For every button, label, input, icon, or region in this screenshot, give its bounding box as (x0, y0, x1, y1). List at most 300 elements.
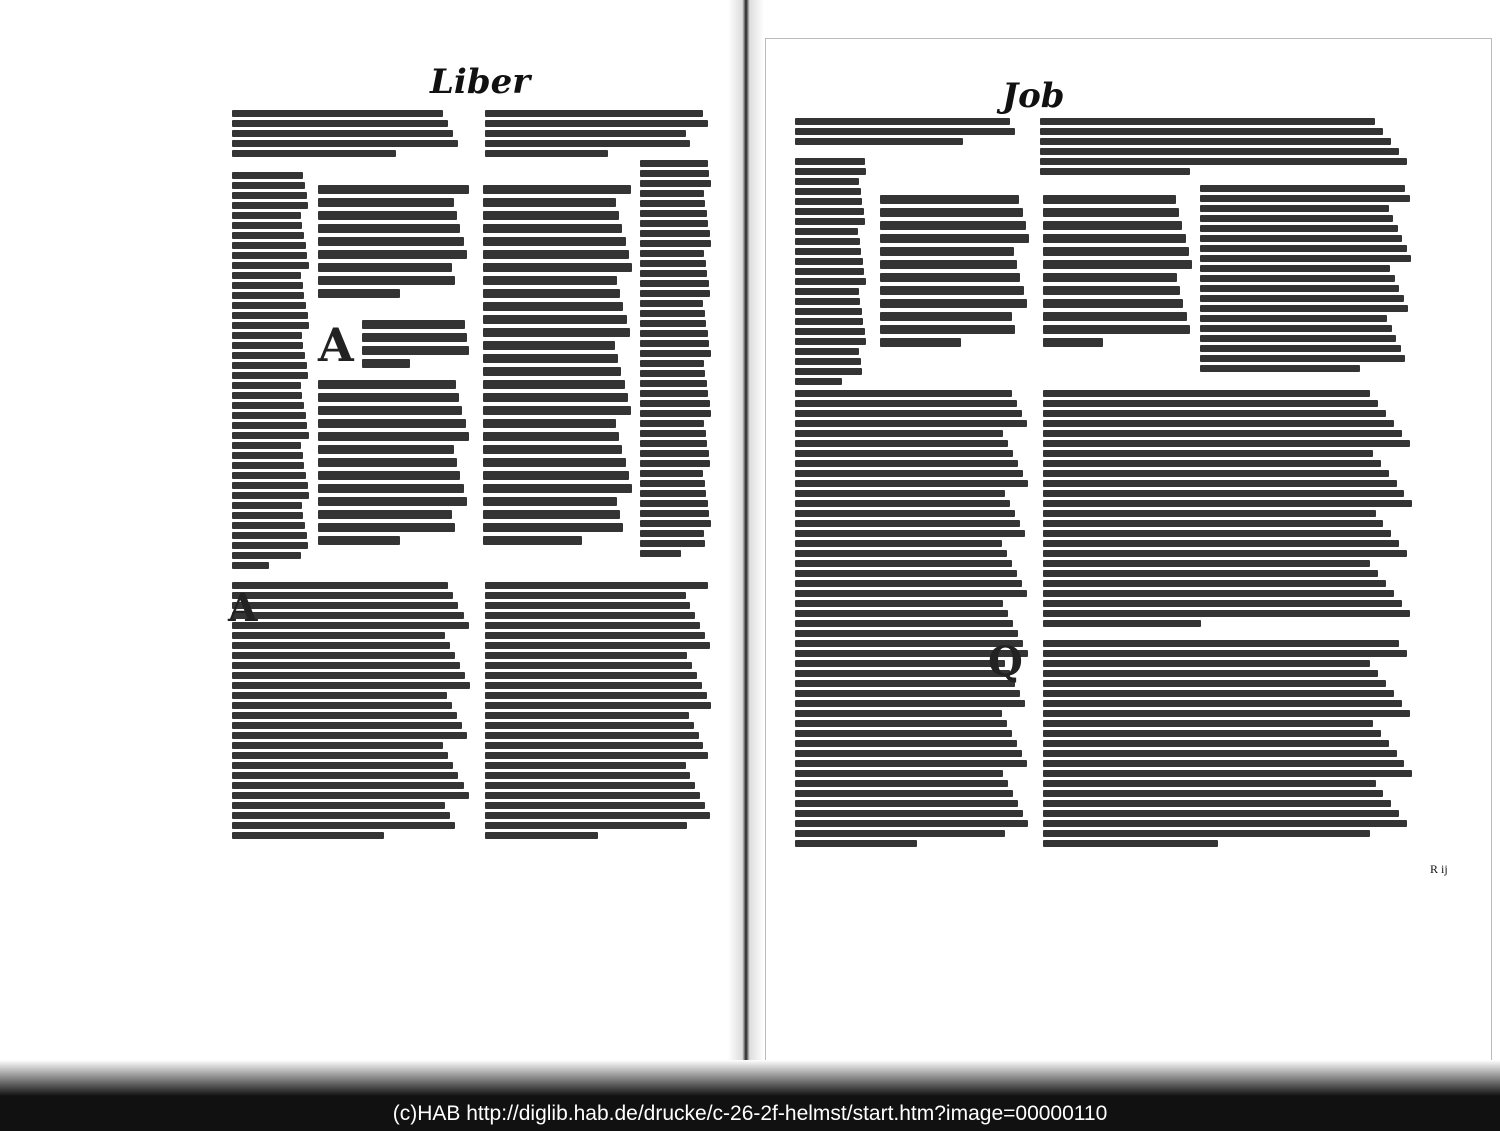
text-line (232, 412, 306, 419)
text-line (1043, 660, 1370, 667)
text-line (1043, 590, 1394, 597)
text-line (640, 370, 705, 377)
text-line (795, 268, 864, 275)
text-line (795, 800, 1018, 807)
text-line (232, 602, 458, 609)
drop-cap-right: Q (988, 638, 1023, 685)
text-line (640, 460, 710, 467)
text-line (483, 263, 632, 272)
text-line (640, 200, 705, 207)
text-line (1200, 195, 1410, 202)
text-line (1043, 325, 1190, 334)
text-line (640, 380, 707, 387)
text-line (232, 612, 464, 619)
text-line (232, 402, 304, 409)
text-line (485, 632, 705, 639)
text-line (640, 190, 704, 197)
text-line (318, 263, 452, 272)
text-line (640, 250, 704, 257)
text-line (232, 322, 309, 329)
text-line (795, 298, 860, 305)
text-line (318, 497, 467, 506)
text-line (795, 780, 1008, 787)
drop-cap-left-2: A (228, 585, 258, 630)
text-line (483, 471, 629, 480)
text-line (795, 318, 863, 325)
text-line (1043, 410, 1386, 417)
text-line (232, 752, 448, 759)
text-line (485, 732, 699, 739)
text-line (880, 260, 1017, 269)
text-line (232, 532, 307, 539)
text-line (640, 310, 705, 317)
text-line (483, 315, 627, 324)
text-line (1043, 299, 1183, 308)
text-line (232, 392, 302, 399)
text-line (485, 662, 692, 669)
text-line (795, 500, 1010, 507)
text-line (1200, 245, 1407, 252)
text-line (880, 273, 1020, 282)
text-line (485, 652, 687, 659)
text-line (232, 542, 308, 549)
text-line (795, 540, 1002, 547)
text-line (1043, 430, 1402, 437)
text-line (318, 523, 455, 532)
text-line (232, 232, 304, 239)
text-line (485, 752, 708, 759)
text-line (318, 198, 454, 207)
text-line (318, 380, 456, 389)
text-line (1043, 221, 1182, 230)
text-line (1200, 355, 1405, 362)
right-bible-col-2 (1043, 195, 1193, 351)
text-line (795, 208, 864, 215)
text-line (232, 712, 457, 719)
text-line (1043, 440, 1410, 447)
text-line (232, 150, 396, 157)
text-line (318, 432, 469, 441)
text-line (795, 490, 1005, 497)
text-line (483, 328, 630, 337)
text-line (232, 522, 305, 529)
text-line (640, 160, 708, 167)
text-line (795, 580, 1022, 587)
text-line (1043, 640, 1399, 647)
text-line (483, 445, 622, 454)
text-line (232, 382, 301, 389)
text-line (483, 523, 623, 532)
text-line (640, 300, 703, 307)
text-line (232, 592, 453, 599)
text-line (485, 682, 702, 689)
text-line (232, 672, 465, 679)
text-line (795, 238, 860, 245)
left-bible-col-1a (318, 185, 470, 302)
text-line (232, 742, 443, 749)
text-line (1043, 730, 1381, 737)
text-line (483, 432, 619, 441)
text-line (232, 822, 455, 829)
text-line (232, 812, 450, 819)
text-line (485, 692, 707, 699)
text-line (318, 458, 457, 467)
text-line (795, 810, 1023, 817)
text-line (795, 660, 1005, 667)
text-line (485, 792, 700, 799)
text-line (232, 722, 462, 729)
text-line (485, 110, 703, 117)
text-line (318, 224, 460, 233)
text-line (318, 237, 464, 246)
text-line (795, 770, 1003, 777)
text-line (1040, 148, 1399, 155)
text-line (1043, 840, 1218, 847)
text-line (795, 560, 1012, 567)
text-line (1043, 620, 1201, 627)
text-line (362, 320, 465, 329)
image-source-footer: (c)HAB http://diglib.hab.de/drucke/c-26-2f-helmst/start.htm?image=00000110 (0, 1096, 1500, 1131)
text-line (1200, 255, 1411, 262)
text-line (232, 552, 301, 559)
text-line (1200, 265, 1390, 272)
text-line (795, 258, 863, 265)
text-line (1043, 780, 1376, 787)
text-line (795, 400, 1017, 407)
text-line (640, 230, 710, 237)
text-line (1043, 770, 1412, 777)
text-line (318, 211, 457, 220)
text-line (232, 512, 303, 519)
text-line (1043, 500, 1412, 507)
text-line (232, 462, 304, 469)
text-line (485, 762, 686, 769)
text-line (640, 170, 709, 177)
text-line (1200, 285, 1399, 292)
text-line (1043, 680, 1386, 687)
text-line (318, 484, 464, 493)
signature-mark: R ij (1430, 862, 1448, 876)
text-line (1043, 420, 1394, 427)
text-line (1043, 260, 1192, 269)
text-line (483, 276, 617, 285)
text-line (795, 460, 1018, 467)
text-line (795, 840, 917, 847)
text-line (485, 602, 690, 609)
text-line (485, 672, 697, 679)
text-line (232, 342, 303, 349)
text-line (318, 419, 466, 428)
text-line (795, 510, 1015, 517)
text-line (232, 482, 308, 489)
text-line (232, 642, 450, 649)
text-line (1040, 118, 1375, 125)
text-line (640, 480, 705, 487)
text-line (232, 562, 269, 569)
text-line (640, 180, 711, 187)
text-line (640, 330, 708, 337)
text-line (1043, 510, 1376, 517)
text-line (640, 530, 704, 537)
text-line (232, 432, 309, 439)
text-line (795, 158, 865, 165)
text-line (1200, 295, 1404, 302)
text-line (795, 710, 1002, 717)
text-line (232, 272, 301, 279)
text-line (318, 250, 467, 259)
text-line (1040, 138, 1391, 145)
text-line (880, 325, 1015, 334)
text-line (1043, 208, 1179, 217)
text-line (232, 302, 306, 309)
text-line (795, 118, 1010, 125)
text-line (483, 198, 616, 207)
text-line (232, 282, 303, 289)
text-line (1043, 820, 1407, 827)
text-line (485, 832, 598, 839)
text-line (318, 185, 469, 194)
text-line (483, 484, 632, 493)
text-line (1043, 400, 1378, 407)
text-line (232, 502, 302, 509)
text-line (232, 182, 305, 189)
text-line (640, 490, 706, 497)
text-line (1043, 338, 1103, 347)
text-line (640, 440, 707, 447)
text-line (795, 368, 862, 375)
left-bible-col-2 (483, 185, 633, 549)
text-line (1043, 450, 1373, 457)
text-line (1200, 335, 1396, 342)
text-line (795, 790, 1013, 797)
text-line (795, 178, 859, 185)
text-line (485, 582, 708, 589)
right-commentary-col-2a (1043, 390, 1415, 630)
text-line (880, 338, 961, 347)
text-line (485, 592, 686, 599)
text-line (232, 120, 448, 127)
text-line (795, 420, 1027, 427)
text-line (232, 192, 307, 199)
text-line (1043, 530, 1391, 537)
text-line (640, 520, 711, 527)
text-line (795, 128, 1015, 135)
text-line (1043, 650, 1407, 657)
left-gloss-top-b (485, 110, 713, 160)
text-line (232, 702, 452, 709)
text-line (795, 830, 1005, 837)
text-line (483, 185, 631, 194)
text-line (318, 510, 452, 519)
text-line (485, 782, 695, 789)
text-line (1043, 550, 1407, 557)
left-gloss-top-a (232, 110, 472, 160)
text-line (318, 471, 460, 480)
text-line (1043, 540, 1399, 547)
text-line (1043, 460, 1381, 467)
text-line (232, 140, 458, 147)
text-line (483, 367, 621, 376)
text-line (1043, 610, 1410, 617)
text-line (232, 802, 445, 809)
text-line (795, 198, 862, 205)
text-line (1043, 580, 1386, 587)
text-line (640, 360, 704, 367)
text-line (640, 550, 681, 557)
text-line (795, 308, 862, 315)
text-line (880, 221, 1026, 230)
text-line (640, 500, 708, 507)
text-line (483, 497, 617, 506)
text-line (640, 390, 708, 397)
text-line (485, 722, 694, 729)
text-line (318, 406, 462, 415)
text-line (485, 612, 695, 619)
text-line (795, 348, 859, 355)
text-line (1040, 158, 1407, 165)
text-line (640, 350, 711, 357)
text-line (795, 750, 1022, 757)
text-line (795, 620, 1013, 627)
text-line (795, 690, 1020, 697)
left-bible-col-1b (362, 320, 470, 372)
text-line (1200, 315, 1387, 322)
text-line (232, 622, 469, 629)
scan-bottom-edge (0, 1060, 1500, 1096)
text-line (483, 393, 628, 402)
text-line (795, 730, 1012, 737)
text-line (795, 610, 1008, 617)
text-line (485, 702, 711, 709)
text-line (483, 289, 620, 298)
text-line (485, 150, 608, 157)
text-line (1043, 234, 1186, 243)
text-line (232, 452, 303, 459)
text-line (483, 250, 629, 259)
text-line (232, 832, 384, 839)
text-line (232, 242, 306, 249)
text-line (640, 240, 711, 247)
text-line (1043, 560, 1370, 567)
text-line (640, 420, 704, 427)
text-line (483, 354, 618, 363)
text-line (1200, 365, 1360, 372)
text-line (795, 720, 1007, 727)
text-line (1043, 195, 1176, 204)
text-line (1200, 185, 1405, 192)
text-line (1043, 520, 1383, 527)
text-line (232, 262, 309, 269)
text-line (232, 422, 307, 429)
text-line (485, 812, 710, 819)
text-line (1043, 690, 1394, 697)
text-line (485, 130, 686, 137)
text-line (1043, 570, 1378, 577)
text-line (483, 536, 582, 545)
text-line (795, 670, 1010, 677)
text-line (1043, 670, 1378, 677)
text-line (795, 520, 1020, 527)
text-line (1043, 810, 1399, 817)
text-line (232, 292, 304, 299)
text-line (232, 652, 455, 659)
text-line (795, 218, 865, 225)
text-line (1043, 720, 1373, 727)
text-line (1200, 345, 1401, 352)
text-line (485, 742, 703, 749)
text-line (1200, 225, 1398, 232)
text-line (232, 782, 464, 789)
text-line (232, 172, 303, 179)
text-line (485, 120, 708, 127)
text-line (318, 276, 455, 285)
text-line (232, 312, 308, 319)
text-line (795, 248, 861, 255)
text-line (795, 188, 861, 195)
left-bible-col-1c (318, 380, 470, 549)
text-line (640, 430, 706, 437)
text-line (1043, 247, 1189, 256)
text-line (232, 222, 302, 229)
text-line (1043, 740, 1389, 747)
text-line (640, 410, 711, 417)
text-line (795, 228, 858, 235)
text-line (795, 700, 1025, 707)
text-line (1200, 305, 1408, 312)
text-line (1200, 275, 1395, 282)
right-commentary-col-1 (795, 390, 1030, 850)
right-bible-col-1 (880, 195, 1030, 351)
text-line (1043, 490, 1404, 497)
text-line (640, 270, 707, 277)
text-line (795, 740, 1017, 747)
text-line (232, 492, 309, 499)
text-line (795, 338, 866, 345)
text-line (640, 320, 706, 327)
text-line (880, 247, 1014, 256)
text-line (232, 442, 301, 449)
right-gloss-top-b (1040, 118, 1415, 178)
text-line (232, 772, 458, 779)
text-line (1043, 830, 1370, 837)
text-line (795, 820, 1028, 827)
text-line (232, 352, 305, 359)
text-line (232, 332, 302, 339)
text-line (880, 195, 1019, 204)
text-line (640, 400, 710, 407)
text-line (1043, 700, 1402, 707)
text-line (795, 470, 1023, 477)
text-line (483, 406, 631, 415)
text-line (1200, 235, 1402, 242)
text-line (318, 536, 400, 545)
text-line (1040, 168, 1190, 175)
text-line (1043, 600, 1402, 607)
text-line (880, 286, 1024, 295)
text-line (362, 333, 467, 342)
text-line (483, 510, 620, 519)
text-line (795, 630, 1018, 637)
text-line (795, 430, 1003, 437)
text-line (485, 822, 687, 829)
text-line (1200, 205, 1389, 212)
text-line (795, 600, 1003, 607)
text-line (483, 419, 616, 428)
text-line (795, 570, 1017, 577)
right-gloss-top-a (795, 118, 1025, 148)
text-line (232, 792, 469, 799)
text-line (232, 682, 470, 689)
